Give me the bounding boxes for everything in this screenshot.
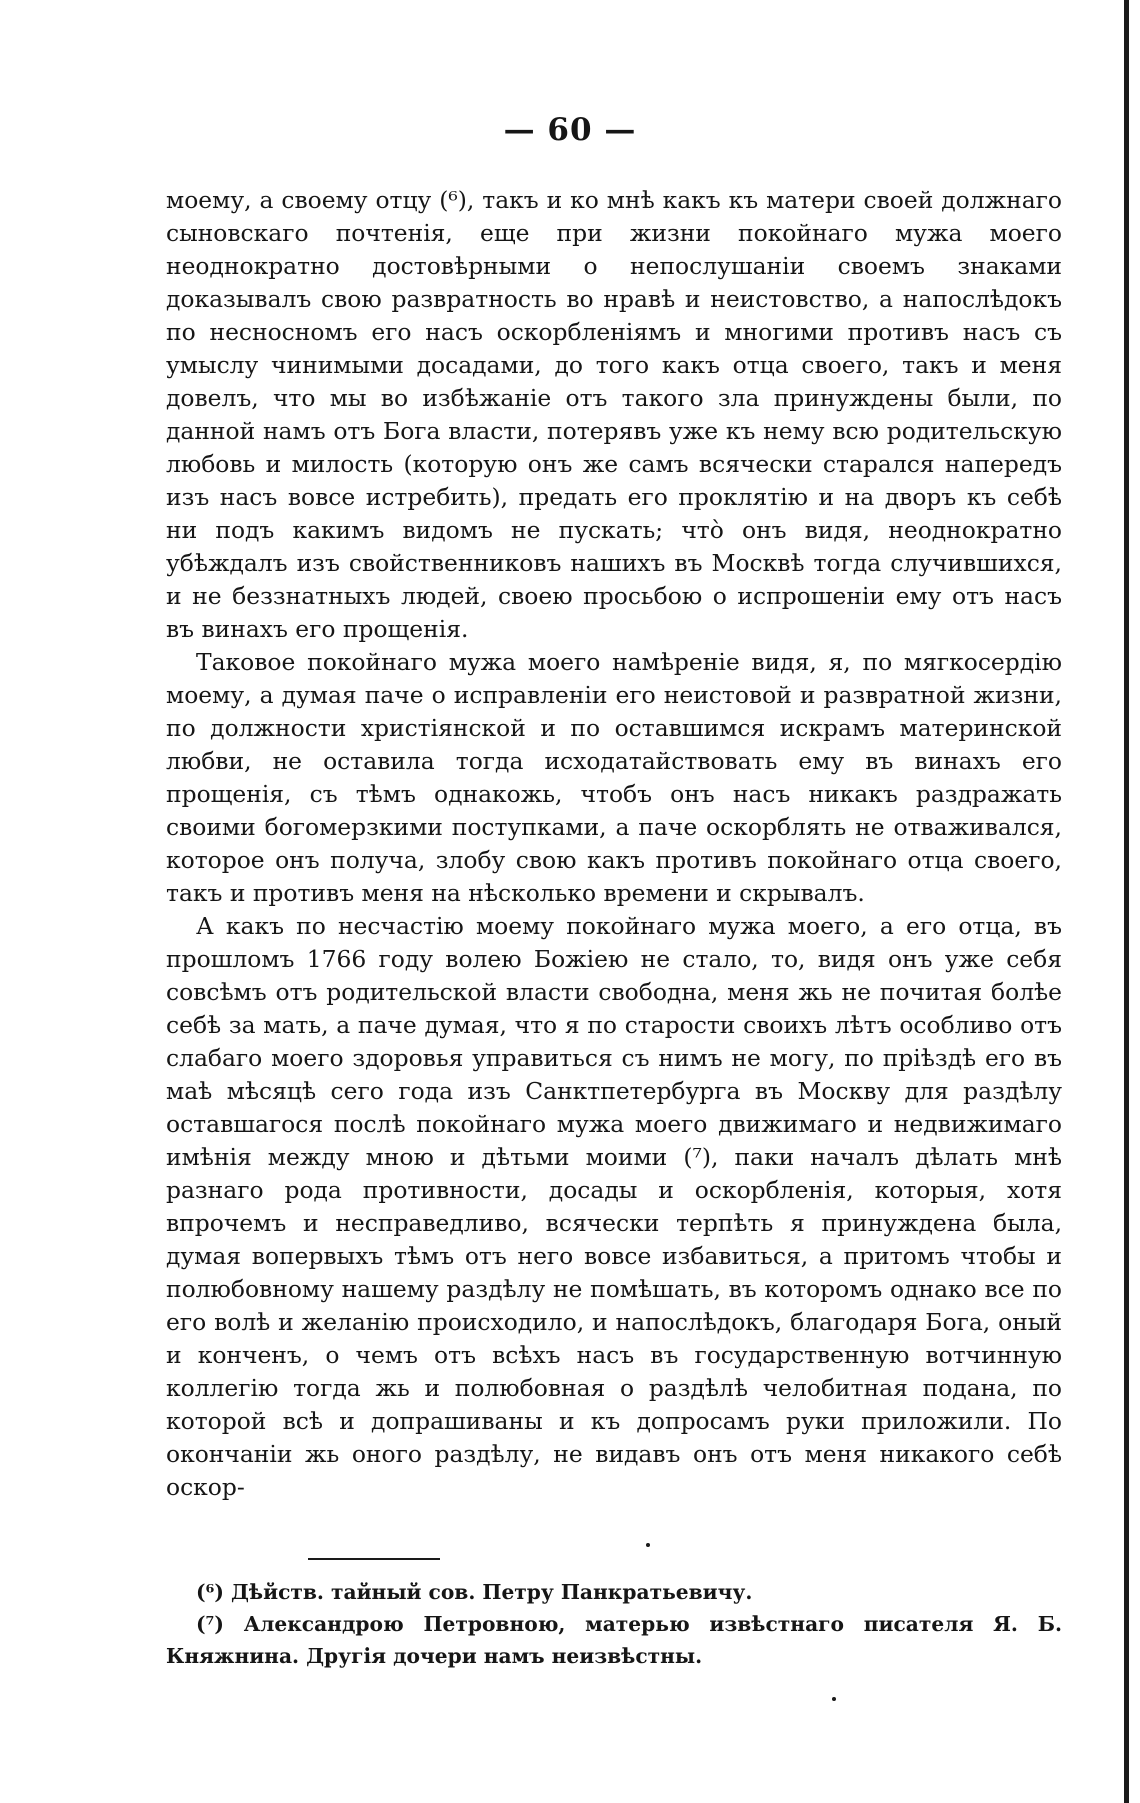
print-speck xyxy=(646,1543,650,1547)
footnote-separator xyxy=(308,1558,440,1560)
paragraph-1: моему, а своему отцу (⁶), такъ и ко мнѣ какъ къ матери своей должнаго сыновскаго почтенія, еще при жизни покойнаго мужа моего неоднократно достовѣрными о непослушаніи своемъ знаками доказывалъ свою развратность во нравѣ и неистовство, а напослѣдокъ по несносномъ его насъ оскорбленіямъ и многими противъ насъ съ умыслу чинимыми досадами, до того какъ отца своего, такъ и меня довелъ, что мы во избѣжаніе отъ такого зла принуждены были, по данной намъ отъ Бога власти, потерявъ уже къ нему всю родительскую любовь и милость (которую онъ же самъ всячески старался напередъ изъ насъ вовсе истребить), предать его проклятію и на дворъ къ себѣ ни подъ какимъ видомъ не пускать; что̀ онъ видя, неоднократно убѣждалъ изъ свойственниковъ нашихъ въ Москвѣ тогда случившихся, и не беззнатныхъ людей, своею просьбою о испрошеніи ему отъ насъ въ винахъ его прощенія. xyxy=(166,186,1062,643)
print-speck xyxy=(832,1697,836,1701)
paragraph-3: А какъ по несчастію моему покойнаго мужа моего, а его отца, въ прошломъ 1766 году волею Божіею не стало, то, видя онъ уже себя совсѣмъ отъ родительской власти свободна, меня жь не почитая болѣе себѣ за мать, а паче думая, что я по старости своихъ лѣтъ особливо отъ слабаго моего здоровья управиться съ нимъ не могу, по пріѣздѣ его въ маѣ мѣсяцѣ сего года изъ Санктпетербурга въ Москву для раздѣлу оставшагося послѣ покойнаго мужа моего движимаго и недвижимаго имѣнія между мною и дѣтьми моими (⁷), паки началъ дѣлать мнѣ разнаго рода противности, досады и оскорбленія, которыя, хотя впрочемъ и несправедливо, всячески терпѣть я принуждена была, думая вопервыхъ тѣмъ отъ него вовсе избавиться, а притомъ чтобы и полюбовному нашему раздѣлу не помѣшать, въ которомъ однако все по его волѣ и желанію происходило, и напослѣдокъ, благодаря Бога, оный и конченъ, о чемъ отъ всѣхъ насъ въ государственную вотчинную коллегію тогда жь и полюбовная о раздѣлѣ челобитная подана, по которой всѣ и допрашиваны и къ допросамъ руки приложили. По окончаніи жь оного раздѣлу, не видавъ онъ отъ меня никакого себѣ оскор- xyxy=(166,912,1062,1501)
page-number: — 60 — xyxy=(503,112,637,148)
body-text xyxy=(166,184,1062,1504)
footnote-7: (⁷) Александрою Петровною, матерью извѣстнаго писателя Я. Б. Княжнина. Другія дочери намъ неизвѣстны. xyxy=(166,1612,1062,1668)
footnote-6: (⁶) Дѣйств. тайный сов. Петру Панкратьевичу. xyxy=(196,1580,753,1604)
footnotes xyxy=(166,1576,1062,1672)
paragraph-2: Таковое покойнаго мужа моего намѣреніе видя, я, по мягкосердію моему, а думая паче о исправленіи его неистовой и развратной жизни, по должности христіянской и по оставшимся искрамъ материнской любви, не оставила тогда исходатайствовать ему въ винахъ его прощенія, съ тѣмъ однакожь, чтобъ онъ насъ никакъ раздражать своими богомерзкими поступками, а паче оскорблять не отваживался, которое онъ получа, злобу свою какъ противъ покойнаго отца своего, такъ и противъ меня на нѣсколько времени и скрывалъ. xyxy=(166,648,1062,907)
page-edge-rule xyxy=(1124,0,1129,1803)
